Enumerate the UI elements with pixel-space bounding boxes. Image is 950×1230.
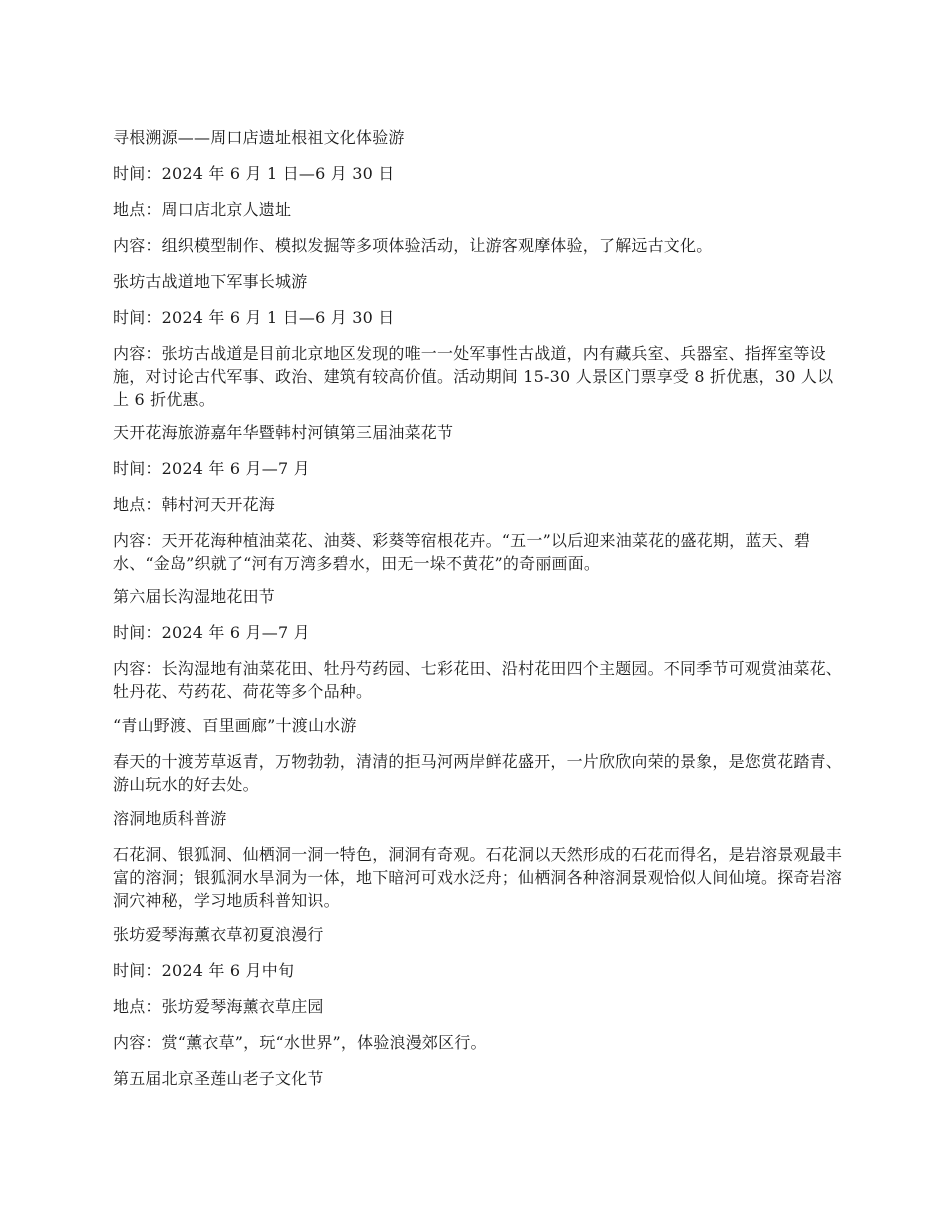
lavender-time: 时间：2024 年 6 月中旬 — [113, 961, 295, 980]
zhoukoudian-time: 时间：2024 年 6 月 1 日—6 月 30 日 — [113, 164, 395, 183]
changgou-content: 内容：长沟湿地有油菜花田、牡丹芍药园、七彩花田、沿村花田四个主题园。不同季节可观赏油菜花、牡丹花、芍药花、荷花等多个品种。 — [113, 659, 843, 701]
section-title-shidu: “青山野渡、百里画廊”十渡山水游 — [113, 716, 357, 735]
tiankai-content: 内容：天开花海种植油菜花、油葵、彩葵等宿根花卉。“五一”以后迎来油菜花的盛花期，蓝天、碧水、“金岛”织就了“河有万湾多碧水，田无一垛不黄花”的奇丽画面。 — [113, 531, 811, 573]
section-title-shenglian-laozi: 第五届北京圣莲山老子文化节 — [113, 1069, 324, 1088]
zhoukoudian-content: 内容：组织模型制作、模拟发掘等多项体验活动，让游客观摩体验，了解远古文化。 — [113, 236, 713, 255]
zhoukoudian-location: 地点：周口店北京人遗址 — [113, 200, 292, 219]
changgou-time: 时间：2024 年 6 月—7 月 — [113, 623, 310, 642]
shidu-content: 春天的十渡芳草返青，万物勃勃，清清的拒马河两岸鲜花盛开，一片欣欣向荣的景象，是您赏花踏青、游山玩水的好去处。 — [113, 752, 843, 794]
karst-caves-content: 石花洞、银狐洞、仙栖洞一洞一特色，洞洞有奇观。石花洞以天然形成的石花而得名，是岩溶景观最丰富的溶洞；银狐洞水旱洞为一体，地下暗河可戏水泛舟；仙栖洞各种溶洞景观恰似人间仙境。探奇岩溶洞穴神秘，学习地质科普知识。 — [113, 845, 843, 910]
section-title-zhangfang-tunnel: 张坊古战道地下军事长城游 — [113, 272, 308, 291]
section-title-tiankai-flowers: 天开花海旅游嘉年华暨韩村河镇第三届油菜花节 — [113, 423, 454, 442]
section-title-changgou-wetland: 第六届长沟湿地花田节 — [113, 587, 276, 606]
zhangfang-tunnel-time: 时间：2024 年 6 月 1 日—6 月 30 日 — [113, 308, 395, 327]
section-title-zhoukoudian: 寻根溯源——周口店遗址根祖文化体验游 — [113, 128, 405, 147]
tiankai-location: 地点：韩村河天开花海 — [113, 495, 276, 514]
lavender-content: 内容：赏“薰衣草”，玩“水世界”，体验浪漫郊区行。 — [113, 1033, 487, 1052]
lavender-location: 地点：张坊爱琴海薰衣草庄园 — [113, 997, 324, 1016]
tiankai-time: 时间：2024 年 6 月—7 月 — [113, 459, 310, 478]
section-title-karst-caves: 溶洞地质科普游 — [113, 809, 227, 828]
zhangfang-tunnel-content: 内容：张坊古战道是目前北京地区发现的唯一一处军事性古战道，内有藏兵室、兵器室、指挥室等设施，对讨论古代军事、政治、建筑有较高价值。活动期间 15-30 人景区门票享受 8 折优惠，30 人以上 6 折优惠。 — [113, 344, 834, 409]
section-title-lavender: 张坊爱琴海薰衣草初夏浪漫行 — [113, 925, 324, 944]
